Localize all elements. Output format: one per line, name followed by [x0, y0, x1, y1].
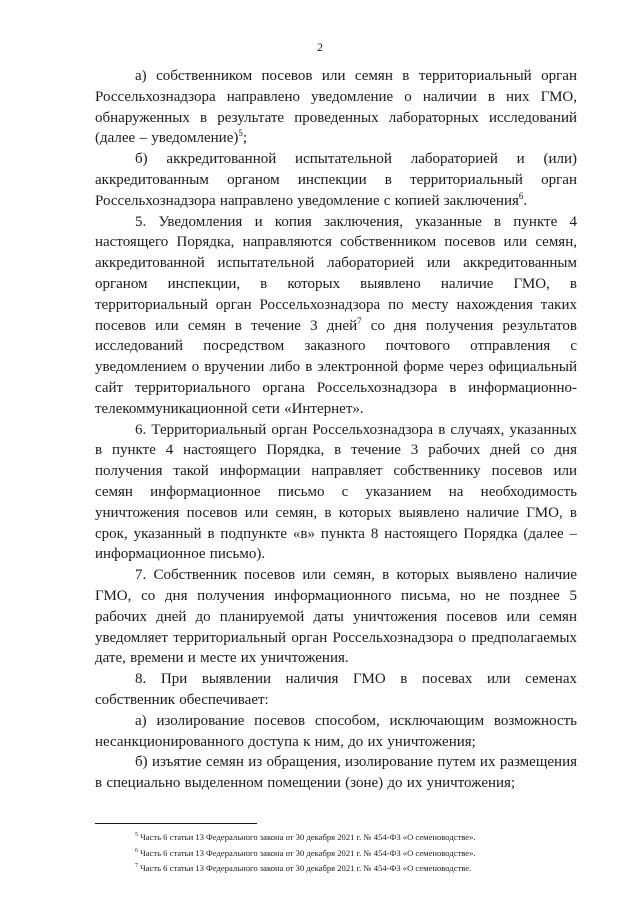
- footnote-7: $^7$ Часть 6 статьи 13 Федерального закона от 30 декабря 2021 г. № 454-ФЗ «О семеноводстве.: [135, 863, 472, 873]
- footnote-separator: [95, 823, 257, 824]
- footnote-5: $^5$ Часть 6 статьи 13 Федерального закона от 30 декабря 2021 г. № 454-ФЗ «О семеноводстве».: [135, 832, 476, 842]
- footnote-6: $^6$ Часть 6 статьи 13 Федерального закона от 30 декабря 2021 г. № 454-ФЗ «О семеноводстве».: [135, 847, 476, 858]
- paragraph-7: 7. Собственник посевов или семян, в которых выявлено наличие ГМО, со дня получения информационного письма, но не позднее 5 рабочих дней до планируемой даты уничтожения посевов или семян уведомляет территориальный орган Россельхознадзора о предполагаемых дате, времени и месте их уничтожения.: [95, 567, 577, 667]
- footnote-ref[interactable]: 5: [238, 128, 243, 139]
- paragraph-5: 5. Уведомления и копия заключения, указанные в пункте 4 настоящего Порядка, направляются собственником посевов или семян, аккредитованной испытательной лабораторией или аккредитованным органом инспекции, в которых выявлено наличие ГМО, в территориальный орган Россельхознадзора по месту нахождения таких посевов или семян в течение 3 дней$^7$ со дня получения результатов исследований посредством заказного почтового отправления с уведомлением о вручении либо в электронной форме через официальный сайт территориального органа Россельхознадзора в информационно-телекоммуникационной сети «Интернет».: [95, 213, 577, 417]
- paragraph-8: 8. При выявлении наличия ГМО в посевах или семенах собственник обеспечивает:: [95, 671, 577, 708]
- paragraph-6: 6. Территориальный орган Россельхознадзора в случаях, указанных в пункте 4 настоящего Порядка, в течение 3 рабочих дней со дня получения такой информации направляет собственнику посевов или семян информационное письмо с указанием на необходимость уничтожения посевов или семян, в которых выявлено наличие ГМО, в срок, указанный в подпункте «в» пункта 8 настоящего Порядка (далее – информационное письмо).: [95, 421, 577, 563]
- footnote-ref[interactable]: 6: [518, 190, 524, 201]
- paragraph-8b: б) изъятие семян из обращения, изолирование путем их размещения в специально выделенном помещении (зоне) до их уничтожения;: [95, 754, 577, 792]
- paragraph-8a: а) изолирование посевов способом, исключающим возможность несанкционированного доступа к ним, до их уничтожения;: [95, 712, 577, 750]
- document-body: [95, 66, 577, 794]
- paragraph-1b: б) аккредитованной испытательной лабораторией и (или) аккредитованным органом инспекции в территориальный орган Россельхознадзора направлено уведомление с копией заключения$^6$.: [95, 151, 577, 209]
- page-number: 2: [317, 40, 323, 54]
- paragraph-1a: а) собственником посевов или семян в территориальный орган Россельхознадзора направлено уведомление о наличии в них ГМО, обнаруженных в результате проведенных лабораторных исследований (далее – уведомление)$^5$;: [95, 68, 577, 147]
- footnotes: [95, 830, 577, 877]
- footnote-ref[interactable]: 7: [357, 315, 362, 326]
